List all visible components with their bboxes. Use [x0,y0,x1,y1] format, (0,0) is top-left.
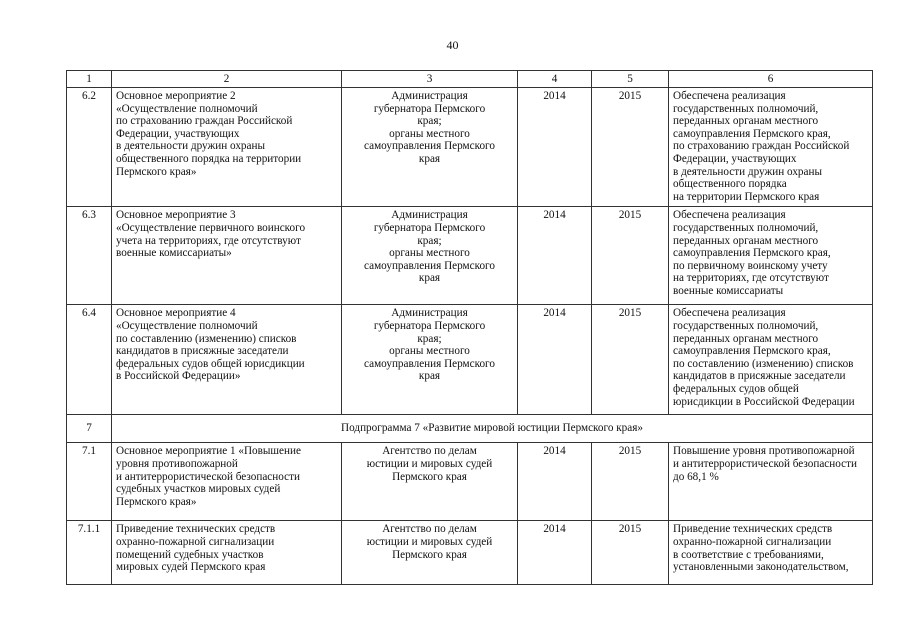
column-header: 2 [112,71,342,88]
column-header: 6 [669,71,873,88]
page-number: 40 [446,38,459,52]
start-year: 2014 [518,521,592,585]
column-header: 3 [342,71,518,88]
subprogram-title: Подпрограмма 7 «Развитие мировой юстиции Пермского края» [112,415,873,443]
row-number: 7.1.1 [67,521,112,585]
executor: Администрация губернатора Пермского края; органы местного самоуправления Пермского края [342,207,518,305]
column-header: 1 [67,71,112,88]
measure-name: Основное мероприятие 4 «Осуществление полномочий по составлению (изменению) списков кандидатов в присяжные заседатели федеральных судов общей юрисдикции в Российской Федерации» [112,305,342,415]
end-year: 2015 [592,207,669,305]
end-year: 2015 [592,305,669,415]
executor: Администрация губернатора Пермского края; органы местного самоуправления Пермского края [342,88,518,207]
measure-name: Основное мероприятие 2 «Осуществление полномочий по страхованию граждан Российской Федерации, участвующих в деятельности дружин охраны общественного порядка на территории Пермского края» [112,88,342,207]
expected-result: Приведение технических средств охранно-пожарной сигнализации в соответствие с требованиями, установленными законодательством, [669,521,873,585]
expected-result: Повышение уровня противопожарной и антитеррористической безопасности до 68,1 % [669,443,873,521]
subprogram-number: 7 [67,415,112,443]
start-year: 2014 [518,443,592,521]
measures-table [66,70,873,585]
subprogram-row [67,415,873,443]
row-number: 6.2 [67,88,112,207]
end-year: 2015 [592,88,669,207]
expected-result: Обеспечена реализация государственных полномочий, переданных органам местного самоуправления Пермского края, по страхованию граждан Российской Федерации, участвующих в деятельности дружин охраны общественного порядка на территории Пермского края [669,88,873,207]
executor: Администрация губернатора Пермского края; органы местного самоуправления Пермского края [342,305,518,415]
executor: Агентство по делам юстиции и мировых судей Пермского края [342,521,518,585]
executor: Агентство по делам юстиции и мировых судей Пермского края [342,443,518,521]
table-row [67,443,873,521]
table-row [67,207,873,305]
expected-result: Обеспечена реализация государственных полномочий, переданных органам местного самоуправления Пермского края, по первичному воинскому учету на территориях, где отсутствуют военные комиссариаты [669,207,873,305]
table-header-row [67,71,873,88]
measure-name: Приведение технических средств охранно-пожарной сигнализации помещений судебных участков мировых судей Пермского края [112,521,342,585]
end-year: 2015 [592,521,669,585]
row-number: 6.4 [67,305,112,415]
row-number: 7.1 [67,443,112,521]
start-year: 2014 [518,207,592,305]
table-row [67,305,873,415]
row-number: 6.3 [67,207,112,305]
measure-name: Основное мероприятие 3 «Осуществление первичного воинского учета на территориях, где отсутствуют военные комиссариаты» [112,207,342,305]
measure-name: Основное мероприятие 1 «Повышение уровня противопожарной и антитеррористической безопасности судебных участков мировых судей Пермского края» [112,443,342,521]
start-year: 2014 [518,88,592,207]
expected-result: Обеспечена реализация государственных полномочий, переданных органам местного самоуправления Пермского края, по составлению (изменению) списков кандидатов в присяжные заседатели федеральных судов общей юрисдикции в Российской Федерации [669,305,873,415]
column-header: 4 [518,71,592,88]
start-year: 2014 [518,305,592,415]
table-row [67,521,873,585]
end-year: 2015 [592,443,669,521]
table-row [67,88,873,207]
column-header: 5 [592,71,669,88]
